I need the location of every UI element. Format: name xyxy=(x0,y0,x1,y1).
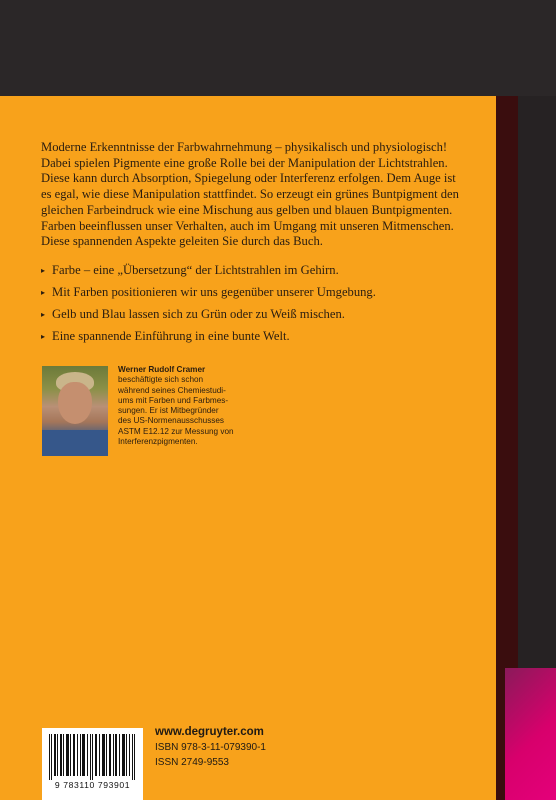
publisher-url[interactable]: www.degruyter.com xyxy=(155,726,264,738)
bullet-text: Gelb und Blau lassen sich zu Grün oder zu Weiß mischen. xyxy=(52,307,345,321)
author-bio-line: ums mit Farben und Farbmes- xyxy=(118,395,229,405)
bullet-item xyxy=(41,263,481,285)
top-background-band xyxy=(0,0,556,96)
blurb-line: Dabei spielen Pigmente eine große Rolle bei der Manipulation der Lichtstrahlen. xyxy=(41,155,448,170)
author-bio-line: Interferenzpigmenten. xyxy=(118,437,198,447)
barcode-icon xyxy=(47,734,138,780)
bullet-item xyxy=(41,285,481,307)
bullet-arrow-icon: ▸ xyxy=(41,332,46,341)
bullet-item xyxy=(41,329,481,351)
author-bio-line: beschäftigte sich schon xyxy=(118,375,204,385)
blurb-line: Diese spannenden Aspekte geleiten Sie durch das Buch. xyxy=(41,234,323,249)
bullet-list xyxy=(41,263,481,351)
blurb-line: Moderne Erkenntnisse der Farbwahrnehmung – physikalisch und physiologisch! xyxy=(41,140,448,154)
blurb-line: gleichen Farbeindruck wie eine Mischung aus gelben und blauen Buntpigmenten. xyxy=(41,202,453,217)
author-bio-line: des US-Normenausschusses xyxy=(118,416,225,426)
bullet-text: Eine spannende Einführung in eine bunte Welt. xyxy=(52,329,290,343)
blurb-line: Diese kann durch Absorption, Spiegelung oder Interferenz erfolgen. Dem Auge ist xyxy=(41,171,456,186)
bullet-text: Mit Farben positionieren wir uns gegenüber unserer Umgebung. xyxy=(52,285,376,299)
isbn-barcode xyxy=(42,728,143,800)
blurb-line: es egal, wie diese Manipulation stattfindet. So erzeugt ein grünes Buntpigment den xyxy=(41,187,459,202)
magenta-accent-strip xyxy=(505,668,556,800)
blurb-line: Farben beeinflussen unser Verhalten, auch im Umgang mit unseren Mitmenschen. xyxy=(41,218,454,233)
author-name: Werner Rudolf Cramer xyxy=(118,365,206,374)
author-photo xyxy=(42,366,108,456)
bullet-arrow-icon: ▸ xyxy=(41,310,46,319)
bullet-arrow-icon: ▸ xyxy=(41,288,46,297)
author-bio xyxy=(118,365,308,447)
author-bio-line: während seines Chemiestudi- xyxy=(118,385,226,395)
isbn-number: ISBN 978-3-11-079390-1 xyxy=(155,742,266,753)
book-back-cover xyxy=(0,96,496,800)
author-bio-line: sungen. Er ist Mitbegründer xyxy=(118,406,219,416)
bullet-text: Farbe – eine „Übersetzung“ der Lichtstrahlen im Gehirn. xyxy=(52,263,339,277)
author-bio-line: ASTM E12.12 zur Messung von xyxy=(118,426,234,436)
bullet-arrow-icon: ▸ xyxy=(41,266,46,275)
blurb-paragraph xyxy=(41,140,477,250)
issn-number: ISSN 2749-9553 xyxy=(155,757,229,768)
barcode-digits: 9 783110 793901 xyxy=(54,780,131,790)
bullet-item xyxy=(41,307,481,329)
